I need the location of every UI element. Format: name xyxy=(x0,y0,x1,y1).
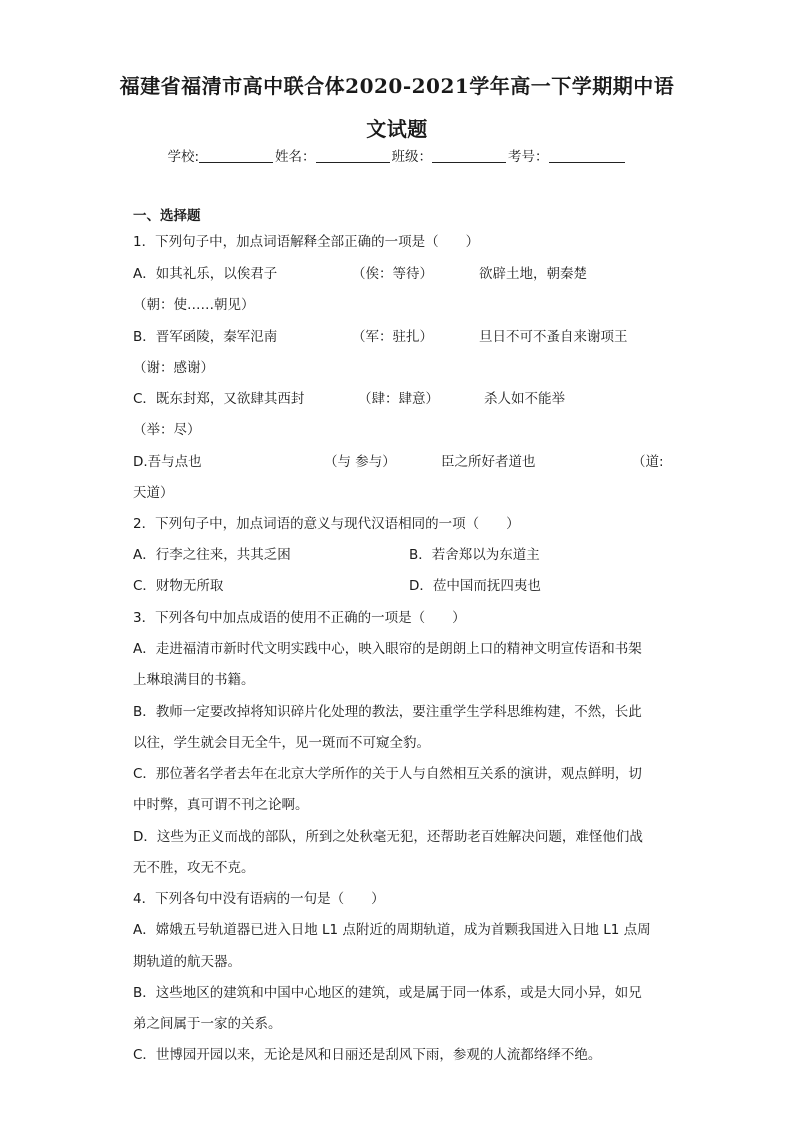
section-heading: 一、选择题 xyxy=(133,208,201,224)
q3-option-d-line-2: 无不胜，攻无不克。 xyxy=(133,860,255,876)
number-blank xyxy=(549,148,625,163)
q2-option-c: C．财物无所取 xyxy=(133,578,224,594)
q3-option-a-line-1: A．走进福清市新时代文明实践中心，映入眼帘的是朗朗上口的精神文明宣传语和书架 xyxy=(133,641,642,657)
q1-option-c-1: C．既东封郑，又欲肆其西封 xyxy=(133,391,305,407)
school-label: 学校: xyxy=(167,149,200,165)
exam-title-line-1: 福建省福清市高中联合体2020-2021学年高一下学期期中语 xyxy=(119,74,675,98)
student-info-row xyxy=(0,145,794,165)
q3-option-d-line-1: D．这些为正义而战的部队，所到之处秋毫无犯，还帮助老百姓解决问题，难怪他们战 xyxy=(133,829,643,845)
q2-option-b: B．若舍郑以为东道主 xyxy=(409,547,540,563)
number-label: 考号： xyxy=(508,149,549,165)
q3-option-c-line-2: 中时弊，真可谓不刊之论啊。 xyxy=(133,797,309,813)
q1-option-a-2: 欲辟土地，朝秦楚 xyxy=(479,266,587,282)
q4-option-a-line-1: A．嫦娥五号轨道器已进入日地 L1 点附近的周期轨道，成为首颗我国进入日地 L1 点周 xyxy=(133,922,651,938)
q4-stem: 4．下列各句中没有语病的一句是（ ） xyxy=(133,891,385,907)
q1-option-d-2: 臣之所好者道也 xyxy=(441,454,536,470)
q2-stem: 2．下列句子中，加点词语的意义与现代汉语相同的一项（ ） xyxy=(133,516,520,532)
q4-option-b-line-1: B．这些地区的建筑和中国中心地区的建筑，或是属于同一体系，或是大同小异，如兄 xyxy=(133,985,642,1001)
q1-option-d-gloss-2b: 天道） xyxy=(133,485,174,501)
school-blank xyxy=(199,148,273,163)
q1-option-a-gloss-1: （俟：等待） xyxy=(352,266,433,282)
name-blank xyxy=(316,148,390,163)
q1-option-c-2: 杀人如不能举 xyxy=(484,391,565,407)
q2-option-d: D．莅中国而抚四夷也 xyxy=(409,578,541,594)
q3-option-a-line-2: 上琳琅满目的书籍。 xyxy=(133,672,255,688)
q1-option-d-gloss-1: （与 参与） xyxy=(324,454,396,470)
class-label: 班级： xyxy=(391,149,433,165)
q1-option-a-1: A．如其礼乐，以俟君子 xyxy=(133,266,278,282)
q4-option-b-line-2: 弟之间属于一家的关系。 xyxy=(133,1016,282,1032)
q1-option-d-1: D.吾与点也 xyxy=(133,454,202,470)
q1-stem: 1．下列句子中，加点词语解释全部正确的一项是（ ） xyxy=(133,234,480,250)
q1-option-c-gloss-1: （肆：肆意） xyxy=(358,391,439,407)
name-label: 姓名： xyxy=(275,149,316,165)
q2-option-a: A．行李之往来，共其乏困 xyxy=(133,547,291,563)
q1-option-b-gloss-1: （军：驻扎） xyxy=(352,329,433,345)
q1-option-d-gloss-2a: （道: xyxy=(632,454,664,470)
q3-stem: 3．下列各句中加点成语的使用不正确的一项是（ ） xyxy=(133,610,466,626)
class-blank xyxy=(432,148,506,163)
q1-option-a-gloss-2: （朝：使……朝见） xyxy=(133,297,255,313)
q4-option-a-line-2: 期轨道的航天器。 xyxy=(133,954,241,970)
q3-option-c-line-1: C．那位著名学者去年在北京大学所作的关于人与自然相互关系的演讲，观点鲜明，切 xyxy=(133,766,642,782)
q1-option-b-2: 旦日不可不蚤自来谢项王 xyxy=(479,329,628,345)
q1-option-b-gloss-2: （谢：感谢） xyxy=(133,360,214,376)
q4-option-c: C．世博园开园以来，无论是风和日丽还是刮风下雨，参观的人流都络绎不绝。 xyxy=(133,1047,602,1063)
q1-option-b-1: B．晋军函陵，秦军氾南 xyxy=(133,329,278,345)
q3-option-b-line-1: B．教师一定要改掉将知识碎片化处理的教法，要注重学生学科思维构建，不然，长此 xyxy=(133,704,642,720)
q1-option-c-gloss-2: （举：尽） xyxy=(133,422,201,438)
exam-title-line-2: 文试题 xyxy=(366,117,428,141)
q3-option-b-line-2: 以往，学生就会目无全牛，见一斑而不可窥全豹。 xyxy=(133,735,430,751)
